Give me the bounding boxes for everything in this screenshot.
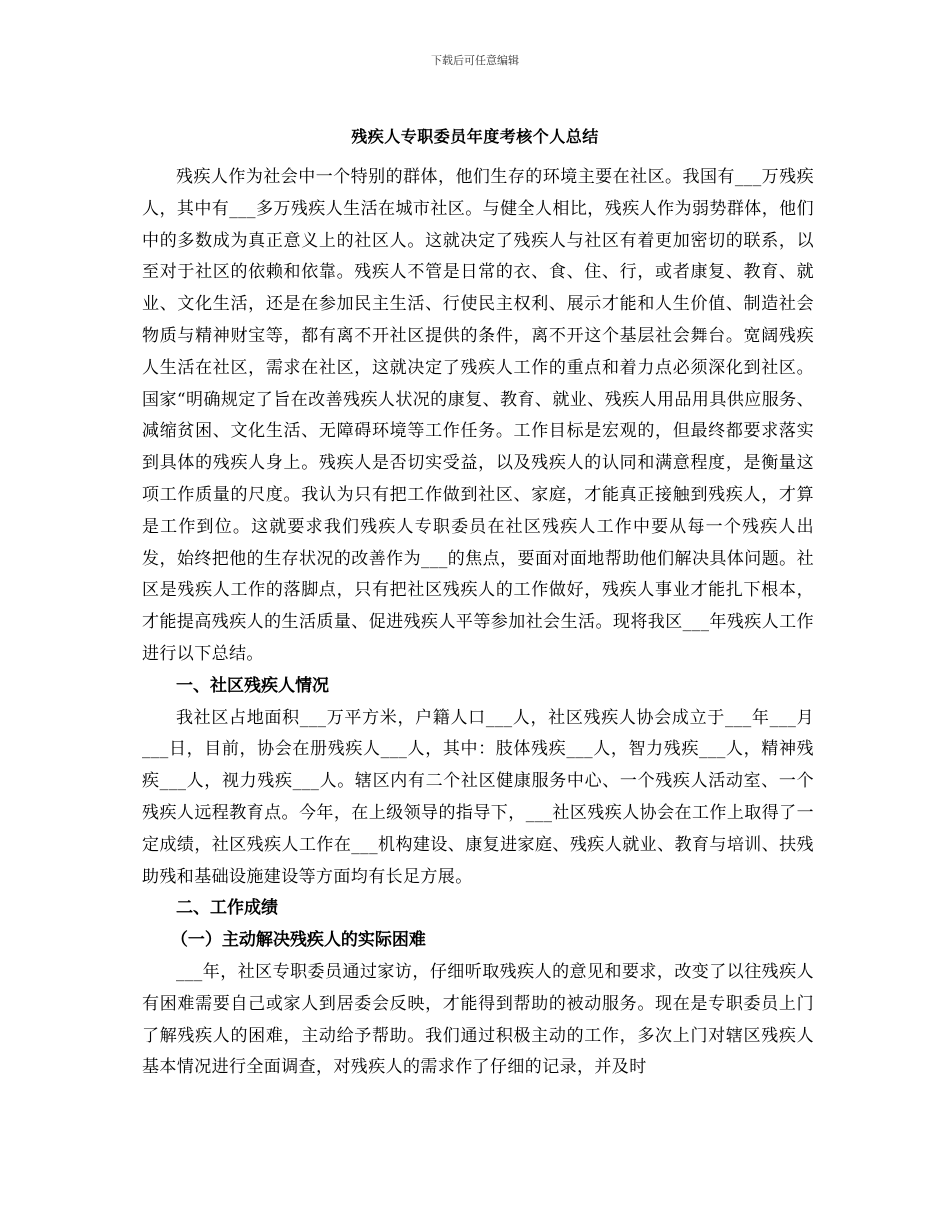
document-title: 残疾人专职委员年度考核个人总结 [351,127,599,146]
section-2-heading: 二、工作成绩 [176,898,278,919]
section-1-heading: 一、社区残疾人情况 [176,675,329,696]
intro-paragraph: 残疾人作为社会中一个特别的群体，他们生存的环境主要在社区。我国有___万残疾人，其中有___多万残疾人生活在城市社区。与健全人相比，残疾人作为弱势群体，他们中的多数成为真正意义上的社区人。这就决定了残疾人与社区有着更加密切的联系，以至对于社区的依赖和依靠。残疾人不管是日常的衣、食、住、行，或者康复、教育、就业、文化生活，还是在参加民主生活、行使民主权利、展示才能和人生价值、制造社会物质与精神财宝等，都有离不开社区提供的条件，离不开这个基层社会舞台。宽阔残疾人生活在社区，需求在社区，这就决定了残疾人工作的重点和着力点必须深化到社区。国家“明确规定了旨在改善残疾人状况的康复、教育、就业、残疾人用品用具供应服务、减缩贫困、文化生活、无障碍环境等工作任务。工作目标是宏观的，但最终都要求落实到具体的残疾人身上。残疾人是否切实受益，以及残疾人的认同和满意程度，是衡量这项工作质量的尺度。我认为只有把工作做到社区、家庭，才能真正接触到残疾人，才算是工作到位。这就要求我们残疾人专职委员在社区残疾人工作中要从每一个残疾人出发，始终把他的生存状况的改善作为___的焦点，要面对面地帮助他们解决具体问题。社区是残疾人工作的落脚点，只有把社区残疾人的工作做好，残疾人事业才能扎下根本，才能提高残疾人的生活质量、促进残疾人平等参加社会生活。现将我区___年残疾人工作进行以下总结。 [142,167,814,664]
section-1-paragraph: 我社区占地面积___万平方米，户籍人口___人，社区残疾人协会成立于___年___月___日，目前，协会在册残疾人___人，其中：肢体残疾___人，智力残疾___人，精神残疾___人，视力残疾___人。辖区内有二个社区健康服务中心、一个残疾人活动室、一个残疾人远程教育点。今年，在上级领导的指导下，___社区残疾人协会在工作上取得了一定成绩，社区残疾人工作在___机构建设、康复进家庭、残疾人就业、教育与培训、扶残助残和基础设施建设等方面均有长足方展。 [142,707,814,887]
document-body [142,162,814,1084]
header-note: 下载后可任意编辑 [431,54,519,67]
section-2-subheading-1: （一）主动解决残疾人的实际困难 [170,930,426,951]
section-2-sub-1-paragraph: ___年，社区专职委员通过家访，仔细听取残疾人的意见和要求，改变了以往残疾人有困难需要自己或家人到居委会反映，才能得到帮助的被动服务。现在是专职委员上门了解残疾人的困难，主动给予帮助。我们通过积极主动的工作，多次上门对辖区残疾人基本情况进行全面调查，对残疾人的需求作了仔细的记录，并及时 [142,961,814,1078]
